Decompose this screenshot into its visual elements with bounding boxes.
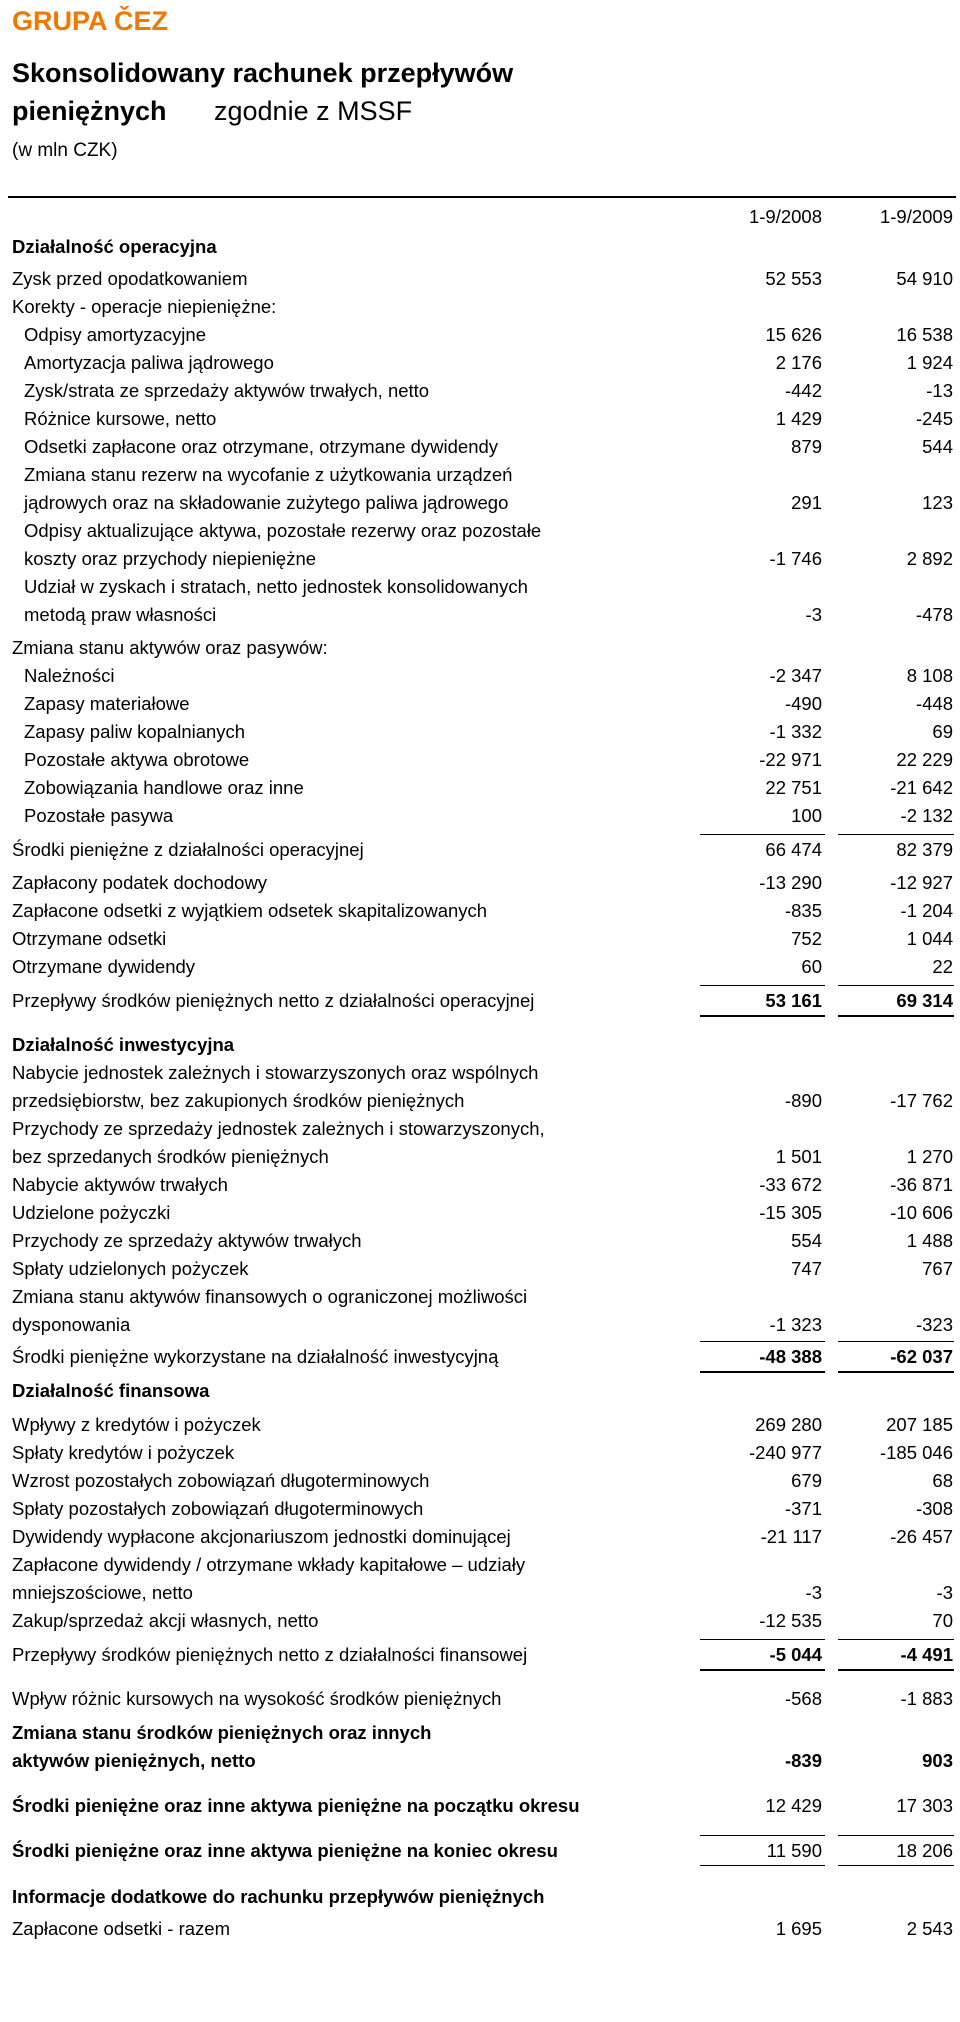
value-2009: -21 642 <box>890 777 953 798</box>
value-2008: -1 332 <box>769 721 822 742</box>
row-label: Zmiana stanu rezerw na wycofanie z użytkowania urządzeń <box>24 464 513 485</box>
value-2008: 66 474 <box>765 839 822 860</box>
subtotal-rule <box>700 985 825 986</box>
value-2009: -13 <box>926 380 953 401</box>
value-2008: 752 <box>791 928 822 949</box>
value-2008: 554 <box>791 1230 822 1251</box>
subtotal-rule <box>838 1835 954 1836</box>
value-2008: 52 553 <box>765 268 822 289</box>
value-2009: -62 037 <box>890 1346 953 1367</box>
value-2008: 679 <box>791 1470 822 1491</box>
row-label: Odsetki zapłacone oraz otrzymane, otrzymane dywidendy <box>24 436 499 457</box>
row-label: Otrzymane odsetki <box>12 928 167 949</box>
subtotal-rule <box>838 1341 954 1342</box>
row-label: Spłaty pozostałych zobowiązań długoterminowych <box>12 1498 424 1519</box>
row-label: mniejszościowe, netto <box>12 1582 193 1603</box>
row-label: Zapłacone dywidendy / otrzymane wkłady kapitałowe – udziały <box>12 1554 526 1575</box>
row-label: Zmiana stanu środków pieniężnych oraz innych <box>12 1722 432 1743</box>
value-2009: -448 <box>915 693 953 714</box>
row-label: Dywidendy wypłacone akcjonariuszom jednostki dominującej <box>12 1526 511 1547</box>
value-2008: 60 <box>801 956 822 977</box>
value-2008: -442 <box>784 380 822 401</box>
row-label: Zobowiązania handlowe oraz inne <box>24 777 304 798</box>
value-2008: -371 <box>784 1498 822 1519</box>
total-rule <box>700 1371 825 1373</box>
value-2008: -13 290 <box>759 872 822 893</box>
row-label: Należności <box>24 665 115 686</box>
value-2008: -890 <box>784 1090 822 1111</box>
value-2009: -1 204 <box>900 900 953 921</box>
row-label: aktywów pieniężnych, netto <box>12 1750 256 1771</box>
row-label: dysponowania <box>12 1314 131 1335</box>
row-label: Środki pieniężne oraz inne aktywa pieniężne na koniec okresu <box>12 1840 558 1861</box>
value-2009: 2 892 <box>906 548 953 569</box>
value-2008: -835 <box>784 900 822 921</box>
value-2009: 54 910 <box>896 268 953 289</box>
value-2009: 1 270 <box>906 1146 953 1167</box>
title-suffix: zgodnie z MSSF <box>214 96 413 126</box>
row-label: Amortyzacja paliwa jądrowego <box>24 352 274 373</box>
total-rule <box>700 1015 825 1017</box>
row-label: Pozostałe aktywa obrotowe <box>24 749 250 770</box>
value-2008: -1 746 <box>769 548 822 569</box>
row-label: Spłaty kredytów i pożyczek <box>12 1442 235 1463</box>
row-label: Działalność inwestycyjna <box>12 1034 235 1055</box>
value-2009: -308 <box>915 1498 953 1519</box>
value-2008: -2 347 <box>769 665 822 686</box>
value-2009: 16 538 <box>896 324 953 345</box>
value-2008: 15 626 <box>765 324 822 345</box>
row-label: Środki pieniężne wykorzystane na działalność inwestycyjną <box>12 1346 499 1367</box>
row-label: Zapasy materiałowe <box>24 693 190 714</box>
value-2008: 100 <box>791 805 822 826</box>
total-rule <box>838 1015 954 1017</box>
value-2009: -17 762 <box>890 1090 953 1111</box>
title-bold: Skonsolidowany rachunek przepływów pieniężnych <box>12 58 514 126</box>
row-label: Przychody ze sprzedaży aktywów trwałych <box>12 1230 362 1251</box>
subtotal-rule <box>838 834 954 835</box>
row-label: Zapłacone odsetki z wyjątkiem odsetek skapitalizowanych <box>12 900 488 921</box>
row-label: Zapłacone odsetki - razem <box>12 1918 230 1939</box>
value-2009: 22 <box>932 956 953 977</box>
value-2009: -2 132 <box>900 805 953 826</box>
value-2008: -839 <box>784 1750 822 1771</box>
subtotal-rule <box>838 985 954 986</box>
row-label: Odpisy amortyzacyjne <box>24 324 206 345</box>
value-2009: -1 883 <box>900 1688 953 1709</box>
row-label: Przepływy środków pieniężnych netto z działalności finansowej <box>12 1644 528 1665</box>
value-2009: 68 <box>932 1470 953 1491</box>
value-2008: -3 <box>805 604 822 625</box>
row-label: Zysk/strata ze sprzedaży aktywów trwałych, netto <box>24 380 430 401</box>
value-2009: 22 229 <box>896 749 953 770</box>
total-rule <box>838 1371 954 1373</box>
top-rule <box>8 196 956 198</box>
value-2008: 53 161 <box>765 990 822 1011</box>
value-2008: 1 501 <box>775 1146 822 1167</box>
row-label: Udzielone pożyczki <box>12 1202 171 1223</box>
value-2009: -26 457 <box>890 1526 953 1547</box>
row-label: Przepływy środków pieniężnych netto z działalności operacyjnej <box>12 990 535 1011</box>
row-label: jądrowych oraz na składowanie zużytego paliwa jądrowego <box>24 492 509 513</box>
value-2008: -568 <box>784 1688 822 1709</box>
value-2009: 767 <box>922 1258 953 1279</box>
value-2009: -12 927 <box>890 872 953 893</box>
value-2008: -5 044 <box>769 1644 822 1665</box>
value-2009: 18 206 <box>896 1840 953 1861</box>
row-label: przedsiębiorstw, bez zakupionych środków pieniężnych <box>12 1090 465 1111</box>
value-2009: 70 <box>932 1610 953 1631</box>
row-label: Nabycie aktywów trwałych <box>12 1174 228 1195</box>
value-2009: 207 185 <box>886 1414 953 1435</box>
value-2008: 1 695 <box>775 1918 822 1939</box>
value-2008: -12 535 <box>759 1610 822 1631</box>
value-2008: -33 672 <box>759 1174 822 1195</box>
column-header-2008: 1-9/2008 <box>748 206 822 227</box>
row-label: metodą praw własności <box>24 604 217 625</box>
value-2009: 8 108 <box>906 665 953 686</box>
value-2009: 17 303 <box>896 1795 953 1816</box>
row-label: Środki pieniężne oraz inne aktywa pieniężne na początku okresu <box>12 1795 580 1816</box>
value-2008: -3 <box>805 1582 822 1603</box>
value-2009: 82 379 <box>896 839 953 860</box>
value-2009: 903 <box>922 1750 953 1771</box>
row-label: Otrzymane dywidendy <box>12 956 196 977</box>
value-2009: 1 044 <box>906 928 953 949</box>
value-2009: -3 <box>936 1582 953 1603</box>
value-2009: 123 <box>922 492 953 513</box>
row-label: Korekty - operacje niepieniężne: <box>12 296 277 317</box>
row-label: Pozostałe pasywa <box>24 805 174 826</box>
value-2009: -4 491 <box>900 1644 953 1665</box>
value-2008: -48 388 <box>759 1346 822 1367</box>
row-label: Wpływy z kredytów i pożyczek <box>12 1414 261 1435</box>
row-label: Zapłacony podatek dochodowy <box>12 872 268 893</box>
row-label: Wzrost pozostałych zobowiązań długoterminowych <box>12 1470 430 1491</box>
subtotal-rule <box>700 1341 825 1342</box>
value-2008: 1 429 <box>775 408 822 429</box>
value-2009: 544 <box>922 436 953 457</box>
row-label: Zysk przed opodatkowaniem <box>12 268 248 289</box>
value-2008: -15 305 <box>759 1202 822 1223</box>
value-2009: -323 <box>915 1314 953 1335</box>
value-2009: -36 871 <box>890 1174 953 1195</box>
row-label: Zapasy paliw kopalnianych <box>24 721 246 742</box>
value-2008: 11 590 <box>766 1840 822 1861</box>
column-header-2009: 1-9/2009 <box>879 206 953 227</box>
company-name: GRUPA ČEZ <box>12 6 169 36</box>
total-rule <box>700 1669 825 1671</box>
value-2009: 1 488 <box>906 1230 953 1251</box>
row-label: Zmiana stanu aktywów oraz pasywów: <box>12 637 328 658</box>
row-label: Różnice kursowe, netto <box>24 408 217 429</box>
row-label: Spłaty udzielonych pożyczek <box>12 1258 249 1279</box>
row-label: Zakup/sprzedaż akcji własnych, netto <box>12 1610 319 1631</box>
subtotal-rule <box>838 1639 954 1640</box>
subtotal-rule <box>700 1835 825 1836</box>
value-2008: 747 <box>791 1258 822 1279</box>
value-2008: 879 <box>791 436 822 457</box>
value-2009: 2 543 <box>906 1918 953 1939</box>
total-rule <box>838 1669 954 1671</box>
value-2009: -478 <box>915 604 953 625</box>
row-label: Przychody ze sprzedaży jednostek zależnych i stowarzyszonych, <box>12 1118 545 1139</box>
value-2008: 269 280 <box>755 1414 822 1435</box>
row-label: Środki pieniężne z działalności operacyjnej <box>12 839 364 860</box>
subtotal-rule <box>700 1865 825 1866</box>
subtotal-rule <box>838 1865 954 1866</box>
row-label: bez sprzedanych środków pieniężnych <box>12 1146 329 1167</box>
row-label: Wpływ różnic kursowych na wysokość środków pieniężnych <box>12 1688 502 1709</box>
value-2009: 1 924 <box>906 352 953 373</box>
row-label: Działalność operacyjna <box>12 236 217 257</box>
row-label: koszty oraz przychody niepieniężne <box>24 548 317 569</box>
row-label: Zmiana stanu aktywów finansowych o ograniczonej możliwości <box>12 1286 528 1307</box>
row-label: Informacje dodatkowe do rachunku przepływów pieniężnych <box>12 1886 545 1907</box>
value-2008: -1 323 <box>769 1314 822 1335</box>
row-label: Nabycie jednostek zależnych i stowarzyszonych oraz wspólnych <box>12 1062 539 1083</box>
value-2008: -21 117 <box>760 1526 822 1547</box>
subtotal-rule <box>700 834 825 835</box>
value-2009: -185 046 <box>879 1442 953 1463</box>
value-2008: 12 429 <box>765 1795 822 1816</box>
value-2008: 2 176 <box>775 352 822 373</box>
value-2009: -245 <box>915 408 953 429</box>
value-2008: 22 751 <box>765 777 822 798</box>
value-2008: -490 <box>784 693 822 714</box>
value-2008: -22 971 <box>759 749 822 770</box>
value-2009: 69 314 <box>896 990 953 1011</box>
row-label: Odpisy aktualizujące aktywa, pozostałe rezerwy oraz pozostałe <box>24 520 542 541</box>
value-2009: -10 606 <box>890 1202 953 1223</box>
subtotal-rule <box>700 1639 825 1640</box>
value-2008: -240 977 <box>748 1442 822 1463</box>
row-label: Działalność finansowa <box>12 1380 210 1401</box>
value-2008: 291 <box>791 492 822 513</box>
units-label: (w mln CZK) <box>12 140 118 161</box>
row-label: Udział w zyskach i stratach, netto jednostek konsolidowanych <box>24 576 528 597</box>
value-2009: 69 <box>932 721 953 742</box>
